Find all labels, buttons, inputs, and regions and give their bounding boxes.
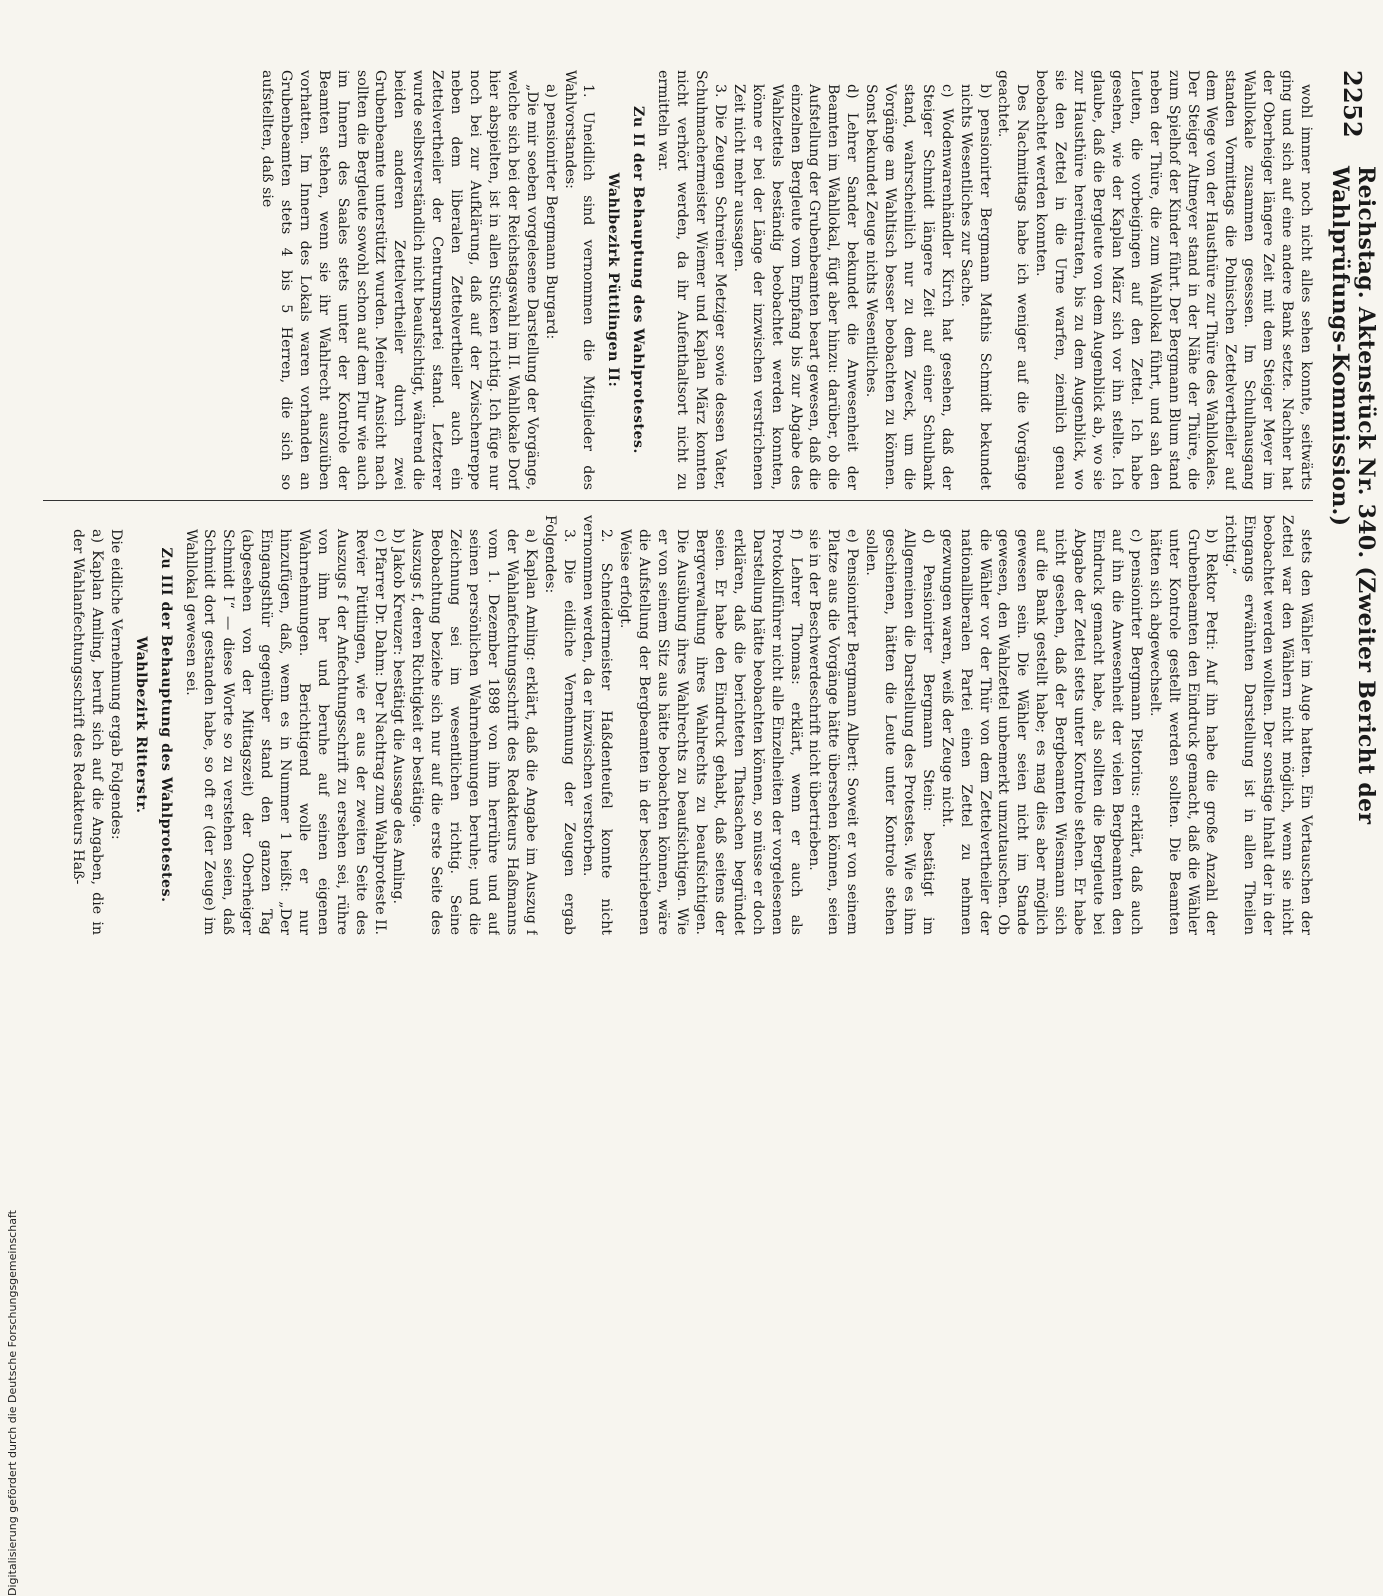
paragraph: a) Kaplan Amling: erklärt, daß die Angabe im Auszug f der Wahlanfechtungsschrift des Redakteurs Haßmanns vom 1. Dezember 1898 von ihm herrühre und auf seinen persönlichen Wahrnehmungen beruhe; und die Zeichnung sei im wesentlichen richtig. Seine Beobachtung beziehe sich nur auf die erste Seite des Auszugs f, deren Richtigkeit er bestätige. <box>409 529 539 935</box>
page-number: 2252 <box>1338 70 1368 138</box>
paragraph: Des Nachmittags habe ich weniger auf die Vorgänge geachtet. <box>995 70 1031 490</box>
paragraph: Die eidliche Vernehmung ergab Folgendes: <box>107 529 124 840</box>
left-column <box>25 70 1315 490</box>
paragraph: b) Rektor Petri: Auf ihn habe die große Anzahl der Grubenbeamten den Eindruck gemacht, daß die Wähler unter Kontrole gestellt werden sollten. Die Beamten hätten sich abgewechselt. <box>1146 529 1220 935</box>
digitization-note: Digitalisierung gefördert durch die Deutsche Forschungsgemeinschaft <box>6 1210 19 1596</box>
paragraph: c) Pfarrer Dr. Dahm: Der Nachtrag zum Wahlproteste II. Revier Püttlingen, wie er aus der zweiten Seite des Auszugs f der Anfechtungsschrift zu ersehen sei, rühre von ihm her und beruhe auf seinen eigenen Wahrnehmungen. Berichtigend wolle er nur hinzufügen, daß, wenn es in Nummer 1 heißt: „Der Eingangsthür gegenüber stand den ganzen Tag (abgesehen von der Mittagszeit) der Oberheiger Schmidt I“ — diese Worte so zu verstehen seien, daß Schmidt dort gestanden habe, so oft er (der Zeuge) im Wahllokal gewesen sei. <box>182 529 388 935</box>
paragraph: 2. Schneidermeister Haßdenteufel konnte nicht vernommen werden, da er inzwischen verstorben. <box>579 515 615 935</box>
section-heading: Zu II der Behauptung des Wahlprotestes. <box>630 106 647 454</box>
paragraph: e) Pensionirter Bergmann Albert: Soweit er von seinem Platze aus die Vorgänge hätte übersehen können, seien sie in der Beschwerdeschrift nicht übertrieben. <box>806 529 861 935</box>
paragraph: „Die mir soeben vorgelesene Darstellung der Vorgänge, welche sich bei der Reichstagswahl im II. Wahllokale Dorf hier abspielten, ist in allen Stücken richtig. Ich füge nur noch bei zur Aufklärung, daß auf der Zwischenreppe neben dem liberalen Zettelvertheiler auch ein Zettelvertheiler der Centrumspartei stand. Letzterer wurde selbstverständlich nicht beaufsichtigt, während die beiden anderen Zettelvertheiler durch zwei Grubenbeamte unterstützt wurden. Meiner Ansicht nach sollten die Bergleute sowohl schon auf dem Flur wie auch im Innern des Saales stets unter der Kontrole der Beamten stehen, wenn sie ihr Wahlrecht auszuüben vorhatten. Im Innern des Lokals waren vorhanden an Grubenbeamten stets 4 bis 5 Herren, die sich so aufstellten, daß sie <box>259 70 540 490</box>
paragraph: f) Lehrer Thomas: erklärt, wenn er auch als Protokollführer nicht alle Einzelheiten der vorgelesenen Darstellung hätte beobachten können, so müsse er doch erklären, daß die berichteten Thatsachen begründet seien. Er habe den Eindruck gehabt, daß seitens der Bergverwaltung ihres Wahlrechts zu beaufsichtigen. Die Ausübung ihres Wahlrechts zu beaufsichtigen. Wie er von seinem Sitz aus hätte beobachten können, wäre die Aufstellung der Bergbeamten in der beschriebenen Weise erfolgt. <box>617 529 804 935</box>
paragraph: 3. Die eidliche Vernehmung der Zeugen ergab Folgendes: <box>541 515 577 935</box>
paragraph: a) pensionirter Bergmann Burgard: <box>542 84 559 340</box>
paragraph: b) pensionirter Bergmann Mathis Schmidt bekundet nichts Wesentliches zur Sache. <box>957 84 993 490</box>
section-heading: Wahlbezirk Ritterstr. <box>132 636 149 814</box>
paragraph: 3. Die Zeugen Schreiner Metziger sowie dessen Vater, Schuhmachermeister Wiemer und Kaplan März konnten nicht verhört werden, da ihr Aufenthaltsort nicht zu ermitteln war. <box>655 70 728 490</box>
section-heading: Wahlbezirk Püttlingen II: <box>605 172 622 388</box>
paragraph: c) pensionirter Bergmann Pistorius: erklärt, daß auch auf ihn die Anwesenheit der vielen Bergbeamten den Eindruck gemacht habe, als sollten die Bergleute bei Abgabe der Zettel stets unter Kontrole stehen. Er habe nicht gesehen, daß der Bergbeamten Wiesmann sich auf die Bank gestellt habe; es mag dies aber möglich gewesen sein. Die Wähler seien nicht im Stande gewesen, den Wahlzettel unbemerkt umzutauschen. Ob die Wähler vor der Thür von dem Zettelvertheiler der nationalliberalen Partei einen Zettel zu nehmen gezwungen waren, weiß der Zeuge nicht. <box>938 529 1144 935</box>
right-column <box>25 515 1315 935</box>
page-title: Reichstag. Aktenstück Nr. 340. (Zweiter Bericht der Wahlprüfungs-Kommission.) <box>1327 166 1379 825</box>
paragraph: a) Kaplan Amling, beruft sich auf die Angaben, die in der Wahlanfechtungsschrift des Redakteurs Haß- <box>70 529 105 935</box>
paragraph: d) Lehrer Sander bekundet die Anwesenheit der Beamten im Wahllokal, fügt aber hinzu: darüber, ob die Aufstellung der Grubenbeamten beart gewesen, daß die einzelnen Bergleute vom Empfang bis zur Abgabe des Wahlzettels beständig beobachtet werden konnten, könne er bei der Länge der inzwischen verstrichenen Zeit nicht mehr aussagen. <box>730 84 861 490</box>
column-divider <box>43 500 1313 501</box>
paragraph: 1. Uneidlich sind vernommen die Mitglieder des Wahlvorstandes: <box>561 70 597 490</box>
section-heading: Zu III der Behauptung des Wahlprotestes. <box>157 547 174 903</box>
paragraph: c) Wodenwarenhändler Kirch hat gesehen, daß der Steiger Schmidt längere Zeit auf einer Schulbank stand, wahrscheinlich nur zu dem Zweck, um die Vorgänge am Wahltisch besser beobachten zu können. Sonst bekundet Zeuge nichts Wesentliches. <box>863 84 955 490</box>
paragraph: wohl immer noch nicht alles sehen konnte, seitwärts ging und sich auf eine andere Bank setzte. Nachher hat der Oberheiger längere Zeit mit dem Steiger Meyer im Wahllokale zusammen gesessen. Im Schulhausgang standen Vormittags die Polnischen Zettelvertheiler auf dem Wege von der Hausthüre zur Thüre des Wahllokales. Der Steiger Altmeyer stand in der Nähe der Thüre, die zum Spielhof der Kinder führt. Der Bergmann Blum stand neben der Thüre, die zum Wahllokal führt, und sah den Leuten, die vorbeigingen auf den Zettel. Ich habe gesehen, wie der Kaplan März sich vor ihn stellte. Ich glaube, daß die Bergleute von dem Augenblick ab, wo sie zur Hausthüre hereintraten, bis zu dem Augenblick, wo sie den Zettel in die Urne warfen, ziemlich genau beobachtet werden konnten. <box>1033 70 1314 490</box>
paragraph: b) Jakob Kreuzer: bestätigt die Aussage des Amling. <box>390 529 407 904</box>
paragraph: d) Pensionirter Bergmann Stein: bestätigt im Allgemeinen die Darstellung des Protestes. Wie es ihm geschienen, hätten die Leute unter Kontrole stehen sollen. <box>863 529 936 935</box>
page-header <box>1323 70 1383 990</box>
paragraph: stets den Wähler im Auge hatten. Ein Vertauschen der Zettel war den Wählern nicht möglich, wenn sie nicht beobachtet werden wollten. Der sonstige Inhalt der in der Eingangs erwähnten Darstellung ist in allen Theilen richtig.“ <box>1222 515 1314 935</box>
